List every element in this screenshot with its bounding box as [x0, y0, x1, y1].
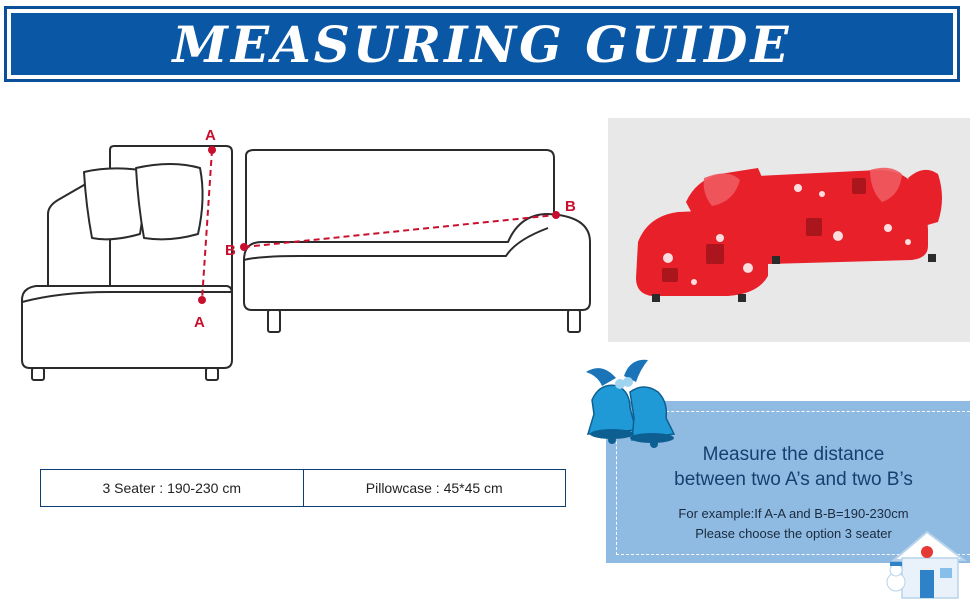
instruction-heading-line2: between two A’s and two B’s [674, 469, 913, 490]
christmas-bells-icon [572, 352, 682, 452]
point-a-top-label: A [205, 127, 216, 144]
red-sofa-cover-illustration [608, 118, 970, 342]
size-cell-seater: 3 Seater : 190-230 cm [102, 480, 242, 496]
instruction-body-line1: For example:If A-A and B-B=190-230cm [678, 506, 909, 521]
header-banner-fill [11, 13, 953, 75]
page-title: MEASURING GUIDE [172, 14, 792, 74]
instruction-body-line2: Please choose the option 3 seater [695, 526, 892, 541]
instruction-heading-line1: Measure the distance [702, 444, 885, 465]
header-banner [4, 6, 960, 82]
product-photo [608, 118, 970, 342]
point-a-bottom-label: A [194, 314, 205, 331]
point-b-left-label: B [225, 242, 236, 259]
sofa-measuring-diagram [0, 110, 600, 400]
snow-house-icon [884, 520, 970, 600]
size-table [40, 469, 566, 507]
chaise-sofa-drawing [22, 146, 232, 380]
size-cell-pillowcase: Pillowcase : 45*45 cm [303, 470, 566, 506]
point-b-right-label: B [565, 198, 576, 215]
